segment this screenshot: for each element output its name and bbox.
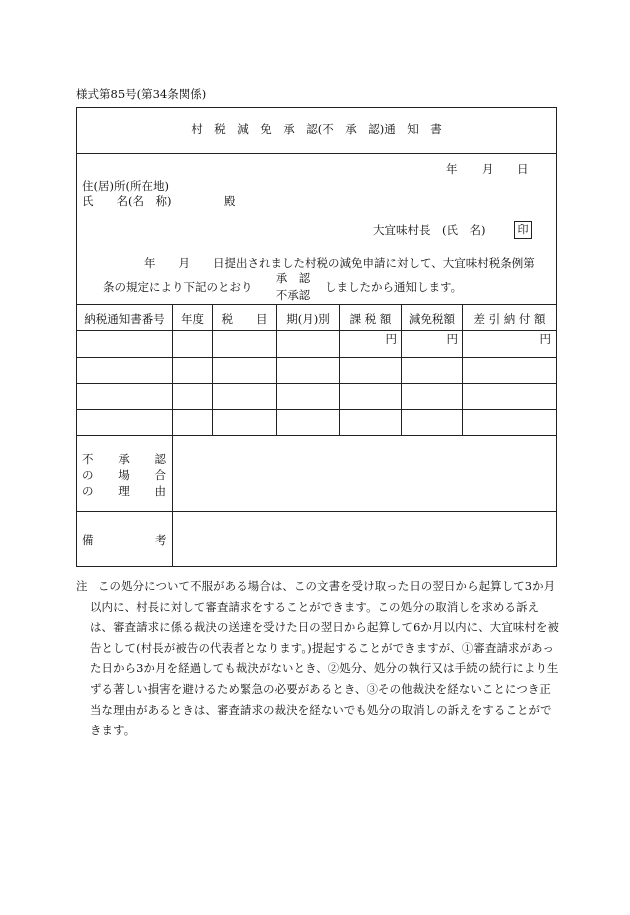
header-tax-item: 税 目 [221, 312, 268, 326]
reason-char: 不 [82, 452, 94, 466]
document-title: 村 税 減 免 承 認(不 承 認)通 知 書 [191, 122, 442, 136]
header-period: 期(月)別 [286, 312, 330, 326]
reason-char: 由 [154, 484, 166, 498]
row-line-3 [76, 409, 557, 410]
date-day: 日 [517, 162, 529, 176]
header-notice-number: 納税通知書番号 [84, 312, 165, 326]
header-net-payment: 差 引 納 付 額 [473, 312, 546, 326]
title-divider [76, 153, 557, 154]
table-bottom-line [76, 435, 557, 436]
reason-char: 場 [118, 468, 130, 482]
choice-approve: 承 認 [275, 271, 311, 285]
body-line-2-pre: 条の規定により下記のとおり [103, 280, 253, 294]
choice-deny: 不承認 [275, 288, 311, 302]
remarks-label-left: 備 [82, 533, 94, 547]
header-exemption-amount: 減免税額 [409, 312, 455, 326]
note-text: この処分について不服がある場合は、この文書を受け取った日の翌日から起算して3か月以内に、村長に対して審査請求をすることができます。この処分の取消しを求める訴えは、審査請求に係る裁決の送達を受けた日の翌日から起算して6か月以内に、大宜味村を被告として(村長が被告の代表者となります。)提起することができますが、①審査請求があった日から3か月を経過しても裁決がないとき、②処分、処分の執行又は手続の続行により生ずる著しい損害を避けるため緊急の必要があるとき、③その他裁決を経ないことにつき正当な理由があるときは、審査請求の裁決を経ないでも処分の取消しの訴えをすることができます。 [90, 579, 560, 738]
body-line-1: 年 月 日提出されました村税の減免申請に対して、大宜味村税条例第 [144, 256, 535, 270]
note-prefix: 注 [76, 579, 88, 593]
frame-bottom [76, 566, 557, 567]
address-label: 住(居)所(所在地) [82, 179, 169, 193]
name-label: 氏 名(名 称) [82, 194, 172, 208]
reason-char: 合 [154, 468, 166, 482]
reason-char: の [82, 484, 94, 498]
reason-char: 認 [154, 452, 166, 466]
row-line-1 [76, 357, 557, 358]
header-taxable-amount: 課 税 額 [349, 312, 392, 326]
reason-char: の [82, 468, 94, 482]
reason-char: 承 [118, 452, 130, 466]
reason-bottom-line [76, 511, 557, 512]
seal-mark: 印 [514, 221, 532, 239]
form-number: 様式第85号(第34条関係) [76, 87, 207, 101]
frame-top [76, 107, 557, 108]
reason-char: 理 [118, 484, 130, 498]
yen-taxable: 円 [385, 332, 397, 346]
date-month: 月 [482, 162, 494, 176]
col-line-1 [172, 304, 173, 567]
date-year: 年 [446, 162, 458, 176]
header-fiscal-year: 年度 [181, 312, 204, 326]
row-line-2 [76, 383, 557, 384]
issuer-label: 大宜味村長 (氏 名) [373, 223, 486, 237]
frame-right [556, 107, 557, 567]
table-top-line [76, 304, 557, 305]
yen-net: 円 [539, 332, 551, 346]
yen-exemption: 円 [446, 332, 458, 346]
remarks-label-right: 考 [155, 533, 167, 547]
frame-left [76, 107, 77, 567]
body-line-2-post: しましたから通知します。 [325, 280, 463, 294]
honorific-dono: 殿 [224, 194, 236, 208]
